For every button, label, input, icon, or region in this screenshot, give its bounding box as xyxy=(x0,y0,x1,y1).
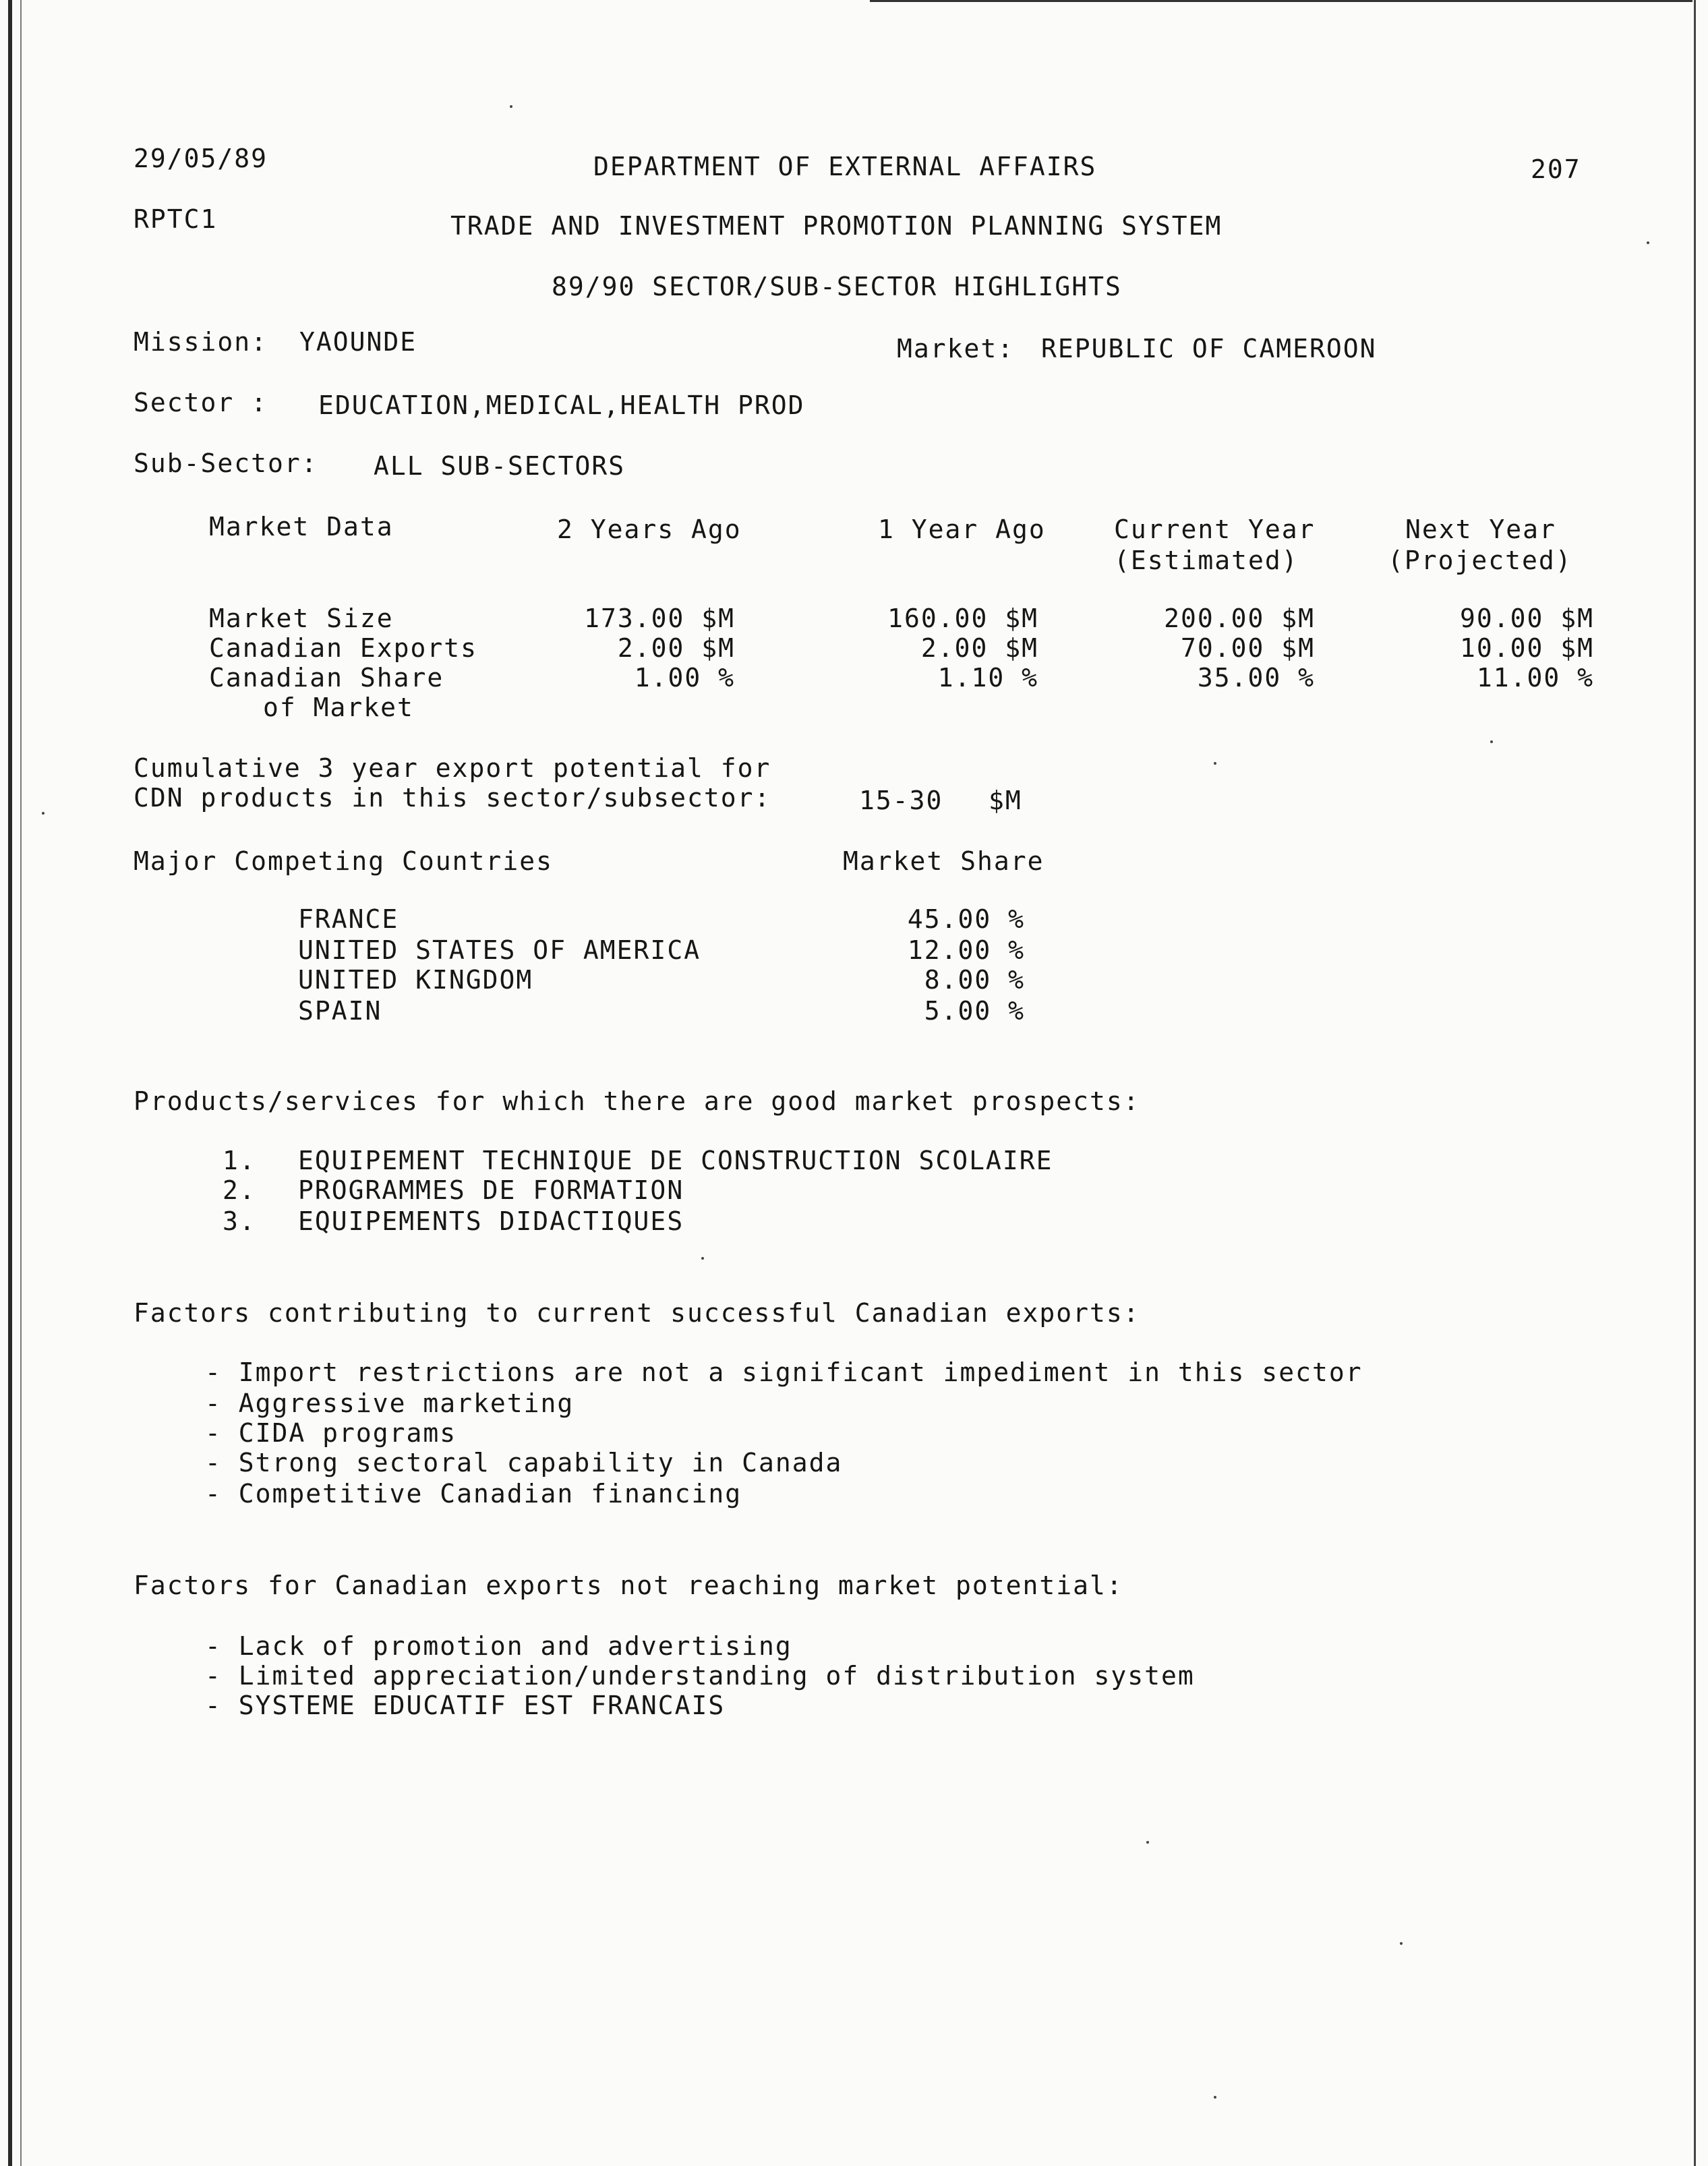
competitor-share: 5.00 % xyxy=(924,996,1025,1026)
col-header-next-year: Next Year xyxy=(1405,515,1556,544)
cumulative-line-1: Cumulative 3 year export potential for xyxy=(134,753,771,783)
canadian-share-2-years-ago: 1.00 % xyxy=(634,663,735,693)
scan-left-edge xyxy=(8,0,12,2166)
scan-speck xyxy=(510,105,512,108)
canadian-share-current-year: 35.00 % xyxy=(1197,663,1315,693)
market-size-next-year: 90.00 $M xyxy=(1459,604,1594,633)
scan-speck xyxy=(1214,762,1216,765)
limiting-factor-item: - Lack of promotion and advertising xyxy=(205,1631,792,1661)
market-size-1-year-ago: 160.00 $M xyxy=(887,604,1038,633)
col-header-market-data: Market Data xyxy=(209,512,394,542)
department-title: DEPARTMENT OF EXTERNAL AFFAIRS xyxy=(593,152,1097,181)
scan-speck xyxy=(1214,2096,1216,2099)
success-factor-item: - Strong sectoral capability in Canada xyxy=(205,1448,843,1477)
competitor-country: UNITED STATES OF AMERICA xyxy=(298,935,701,965)
cumulative-value: 15-30 xyxy=(859,786,943,815)
success-factor-item: - Competitive Canadian financing xyxy=(205,1479,742,1509)
market-value: REPUBLIC OF CAMEROON xyxy=(1041,334,1377,363)
prospects-header: Products/services for which there are good market prospects: xyxy=(134,1086,1140,1116)
report-title: 89/90 SECTOR/SUB-SECTOR HIGHLIGHTS xyxy=(552,272,1122,301)
competitor-country: SPAIN xyxy=(298,996,382,1026)
prospect-item: EQUIPEMENT TECHNIQUE DE CONSTRUCTION SCOLAIRE xyxy=(298,1146,1053,1175)
scan-speck xyxy=(42,812,45,815)
competitor-country: UNITED KINGDOM xyxy=(298,965,533,995)
scan-speck xyxy=(1146,1841,1149,1844)
col-header-current-year: Current Year xyxy=(1114,515,1316,544)
success-factors-header: Factors contributing to current successful Canadian exports: xyxy=(134,1298,1140,1328)
row-label-of-market: of Market xyxy=(263,693,414,722)
col-header-2-years-ago: 2 Years Ago xyxy=(557,515,742,544)
prospect-number: 3. xyxy=(223,1206,256,1236)
row-label-canadian-exports: Canadian Exports xyxy=(209,633,478,663)
mission-value: YAOUNDE xyxy=(299,327,417,357)
page-number: 207 xyxy=(1531,154,1581,184)
sector-value: EDUCATION,MEDICAL,HEALTH PROD xyxy=(318,390,805,420)
canadian-exports-current-year: 70.00 $M xyxy=(1180,633,1315,663)
success-factor-item: - CIDA programs xyxy=(205,1418,457,1448)
competitor-country: FRANCE xyxy=(298,904,399,934)
market-size-2-years-ago: 173.00 $M xyxy=(584,604,735,633)
prospect-item: PROGRAMMES DE FORMATION xyxy=(298,1175,684,1205)
competitors-header: Major Competing Countries xyxy=(134,846,553,876)
competitor-share: 8.00 % xyxy=(924,965,1025,995)
canadian-share-next-year: 11.00 % xyxy=(1476,663,1594,693)
cumulative-line-2: CDN products in this sector/subsector: xyxy=(134,783,771,813)
prospect-number: 2. xyxy=(223,1175,256,1205)
system-title: TRADE AND INVESTMENT PROMOTION PLANNING SYSTEM xyxy=(450,211,1223,241)
canadian-exports-2-years-ago: 2.00 $M xyxy=(617,633,735,663)
canadian-exports-1-year-ago: 2.00 $M xyxy=(920,633,1038,663)
limiting-factor-item: - Limited appreciation/understanding of distribution system xyxy=(205,1661,1195,1691)
subsector-label: Sub-Sector: xyxy=(134,448,318,478)
prospect-number: 1. xyxy=(223,1146,256,1175)
canadian-exports-next-year: 10.00 $M xyxy=(1459,633,1594,663)
report-code: RPTC1 xyxy=(134,204,218,234)
scan-right-edge xyxy=(1694,0,1696,2166)
scan-left-edge-line xyxy=(20,0,22,2166)
limiting-factors-header: Factors for Canadian exports not reaching market potential: xyxy=(134,1571,1123,1600)
scan-speck xyxy=(1647,241,1649,244)
market-share-header: Market Share xyxy=(843,846,1044,876)
mission-label: Mission: xyxy=(134,327,268,357)
row-label-canadian-share: Canadian Share xyxy=(209,663,444,693)
competitor-share: 45.00 % xyxy=(907,904,1025,934)
subsector-value: ALL SUB-SECTORS xyxy=(374,451,626,481)
col-subheader-projected: (Projected) xyxy=(1388,546,1572,575)
market-label: Market: xyxy=(897,334,1015,363)
canadian-share-1-year-ago: 1.10 % xyxy=(937,663,1038,693)
scan-top-edge xyxy=(870,0,1692,2)
scan-speck xyxy=(701,1257,704,1260)
scan-speck xyxy=(1400,1942,1403,1945)
sector-label: Sector : xyxy=(134,388,268,417)
prospect-item: EQUIPEMENTS DIDACTIQUES xyxy=(298,1206,684,1236)
market-size-current-year: 200.00 $M xyxy=(1164,604,1315,633)
limiting-factor-item: - SYSTEME EDUCATIF EST FRANCAIS xyxy=(205,1691,726,1720)
cumulative-unit: $M xyxy=(989,786,1022,815)
success-factor-item: - Import restrictions are not a significant impediment in this sector xyxy=(205,1357,1363,1387)
row-label-market-size: Market Size xyxy=(209,604,394,633)
success-factor-item: - Aggressive marketing xyxy=(205,1388,575,1418)
report-date: 29/05/89 xyxy=(134,144,268,173)
scan-speck xyxy=(1490,740,1493,743)
competitor-share: 12.00 % xyxy=(907,935,1025,965)
col-subheader-estimated: (Estimated) xyxy=(1114,546,1299,575)
col-header-1-year-ago: 1 Year Ago xyxy=(878,515,1046,544)
